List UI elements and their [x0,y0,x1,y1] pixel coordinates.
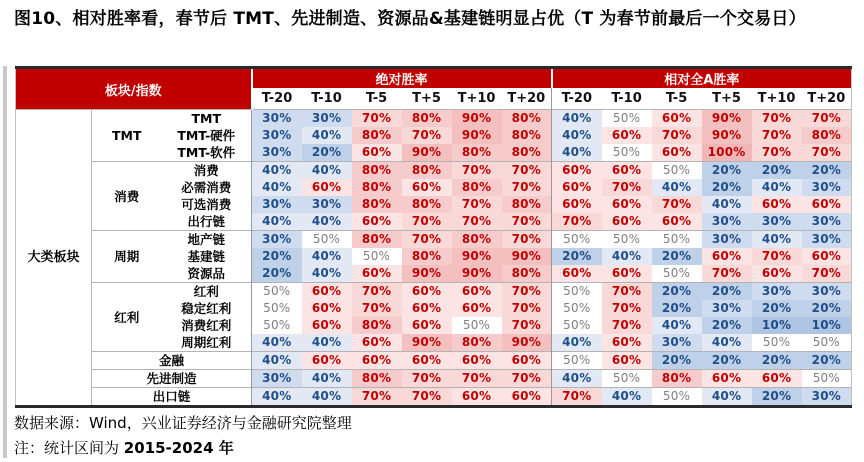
rate-cell: 20% [702,162,752,180]
rate-cell: 60% [602,196,652,213]
rate-cell: 40% [302,162,352,180]
rate-cell: 100% [702,144,752,162]
rate-cell: 80% [452,334,502,352]
rate-cell: 70% [552,388,602,407]
rate-cell: 60% [452,300,502,317]
rate-cell: 20% [652,352,702,370]
rate-cell: 70% [502,162,552,180]
rate-cell: 80% [352,179,402,196]
rate-cell: 40% [302,265,352,283]
rate-cell: 80% [502,144,552,162]
rate-cell: 50% [252,300,302,317]
rate-cell: 60% [402,317,452,334]
rate-cell: 40% [302,127,352,144]
rate-cell: 30% [802,213,852,231]
rate-cell: 70% [602,283,652,301]
corner-header: 板块/指数 [16,68,252,110]
rate-cell: 40% [252,334,302,352]
rate-cell: 20% [552,248,602,265]
rate-cell: 80% [452,179,502,196]
index-label: 出行链 [162,213,252,231]
rate-cell: 20% [752,300,802,317]
rate-cell: 70% [602,317,652,334]
rate-cell: 20% [802,352,852,370]
rate-cell: 60% [352,144,402,162]
rate-cell: 60% [302,283,352,301]
rate-cell: 50% [552,300,602,317]
note-prefix: 注：统计区间为 [14,439,124,457]
rate-cell: 40% [752,179,802,196]
rate-cell: 70% [752,110,802,128]
index-label: 地产链 [162,231,252,249]
rate-cell: 90% [702,127,752,144]
rate-cell: 50% [652,265,702,283]
rate-cell: 50% [352,248,402,265]
index-label: 消费 [162,162,252,180]
rate-cell: 40% [302,334,352,352]
rate-cell: 40% [252,179,302,196]
section-header-relative: 相对全A胜率 [552,68,852,89]
index-label: 金融 [92,352,252,370]
rate-cell: 40% [252,162,302,180]
index-label: 消费红利 [162,317,252,334]
rate-cell: 80% [352,127,402,144]
rate-cell: 50% [552,317,602,334]
rate-cell: 20% [702,283,752,301]
rate-cell: 40% [702,388,752,407]
rate-cell: 20% [702,317,752,334]
rate-cell: 50% [652,231,702,249]
rate-cell: 40% [602,248,652,265]
rate-cell: 70% [452,196,502,213]
rate-cell: 70% [352,110,402,128]
rate-cell: 80% [352,317,402,334]
note [14,437,234,458]
rate-cell: 70% [502,283,552,301]
rate-cell: 70% [502,317,552,334]
rate-cell: 70% [502,231,552,249]
rate-cell: 90% [452,110,502,128]
rate-cell: 60% [752,265,802,283]
index-label: 资源品 [162,265,252,283]
rate-cell: 60% [602,352,652,370]
rate-cell: 80% [352,370,402,388]
rate-cell: 60% [752,196,802,213]
rate-cell: 50% [602,144,652,162]
index-label: TMT [162,110,252,128]
rate-cell: 40% [752,231,802,249]
rate-cell: 80% [402,196,452,213]
data-source: 数据来源：Wind，兴业证券经济与金融研究院整理 [14,414,352,432]
rate-cell: 20% [752,162,802,180]
rate-cell: 70% [502,300,552,317]
period-header: T-5 [652,88,702,110]
rate-cell: 30% [252,231,302,249]
rate-cell: 60% [402,300,452,317]
rate-cell: 70% [402,231,452,249]
rate-cell: 20% [652,248,702,265]
rate-cell: 60% [652,213,702,231]
rate-cell: 70% [702,265,752,283]
rate-cell: 30% [302,196,352,213]
rate-cell: 40% [302,213,352,231]
group-label: TMT [92,110,162,162]
rate-cell: 40% [652,317,702,334]
rate-cell: 90% [452,265,502,283]
rate-cell: 80% [352,162,402,180]
rate-cell: 80% [452,231,502,249]
rate-cell: 70% [652,196,702,213]
rate-cell: 40% [552,334,602,352]
rate-cell: 60% [602,213,652,231]
category-label: 大类板块 [16,110,92,407]
rate-cell: 60% [702,370,752,388]
rate-cell: 60% [302,300,352,317]
rate-cell: 60% [402,283,452,301]
rate-cell: 20% [702,352,752,370]
rate-cell: 70% [352,300,402,317]
table-header [16,68,852,110]
rate-cell: 90% [452,248,502,265]
rate-cell: 20% [802,300,852,317]
rate-cell: 50% [452,317,502,334]
rate-cell: 60% [552,179,602,196]
period-header: T+20 [502,88,552,110]
rate-cell: 60% [802,196,852,213]
group-label: 红利 [92,283,162,352]
rate-cell: 30% [752,283,802,301]
rate-cell: 60% [352,265,402,283]
rate-cell: 30% [802,231,852,249]
rate-cell: 70% [402,127,452,144]
rate-cell: 50% [652,162,702,180]
rate-cell: 40% [702,334,752,352]
rate-cell: 60% [302,317,352,334]
rate-cell: 40% [602,388,652,407]
rate-cell: 50% [252,283,302,301]
rate-cell: 60% [352,334,402,352]
rate-cell: 50% [802,370,852,388]
rate-cell: 30% [252,127,302,144]
rate-cell: 70% [752,144,802,162]
rate-cell: 80% [502,110,552,128]
rate-cell: 70% [502,179,552,196]
rate-cell: 70% [352,283,402,301]
rate-cell: 60% [802,248,852,265]
rate-cell: 80% [402,248,452,265]
rate-cell: 10% [802,317,852,334]
period-header: T-5 [352,88,402,110]
rate-cell: 80% [352,196,402,213]
rate-cell: 60% [502,352,552,370]
rate-cell: 40% [552,110,602,128]
rate-cell: 10% [752,317,802,334]
table-row [16,352,852,370]
rate-cell: 60% [602,265,652,283]
rate-cell: 50% [802,334,852,352]
period-header: T+5 [702,88,752,110]
rate-cell: 40% [252,388,302,407]
rate-cell: 70% [402,370,452,388]
rate-cell: 60% [402,179,452,196]
table-body [16,110,852,407]
rate-cell: 60% [602,162,652,180]
rate-cell: 80% [352,231,402,249]
rate-cell: 40% [652,179,702,196]
rate-cell: 30% [252,110,302,128]
rate-cell: 50% [602,370,652,388]
group-label: 周期 [92,231,162,283]
rate-cell: 40% [302,388,352,407]
page-edge-artifact [3,66,7,458]
index-label: 必需消费 [162,179,252,196]
rate-cell: 20% [652,283,702,301]
rate-cell: 70% [602,179,652,196]
rate-cell: 90% [452,127,502,144]
rate-cell: 70% [452,370,502,388]
rate-cell: 50% [652,388,702,407]
rate-cell: 90% [402,334,452,352]
rate-cell: 70% [402,388,452,407]
rate-cell: 50% [602,110,652,128]
rate-cell: 60% [652,110,702,128]
rate-cell: 20% [652,300,702,317]
rate-cell: 50% [552,352,602,370]
rate-cell: 60% [452,388,502,407]
rate-cell: 30% [302,110,352,128]
rate-cell: 40% [702,196,752,213]
section-header-absolute: 绝对胜率 [252,68,552,89]
rate-cell: 70% [802,110,852,128]
rate-cell: 70% [752,127,802,144]
rate-cell: 40% [252,213,302,231]
rate-cell: 70% [602,300,652,317]
figure-title: 图10、相对胜率看，春节后 TMT、先进制造、资源品&基建链明显占优（T 为春节前最后一个交易日） [14,9,806,29]
rate-cell: 30% [252,370,302,388]
rate-cell: 50% [252,317,302,334]
rate-cell: 70% [652,127,702,144]
rate-cell: 60% [602,334,652,352]
rate-cell: 50% [602,231,652,249]
rate-cell: 80% [402,110,452,128]
index-label: TMT-软件 [162,144,252,162]
period-header: T-20 [252,88,302,110]
rate-cell: 20% [252,248,302,265]
rate-cell: 80% [502,196,552,213]
rate-cell: 70% [802,144,852,162]
rate-cell: 50% [302,231,352,249]
rate-cell: 90% [502,334,552,352]
rate-cell: 30% [752,213,802,231]
section-header-row [16,68,852,89]
period-header: T+10 [752,88,802,110]
rate-cell: 70% [402,213,452,231]
rate-cell: 30% [802,388,852,407]
rate-cell: 80% [502,127,552,144]
rate-cell: 90% [502,248,552,265]
rate-cell: 40% [252,352,302,370]
win-rate-table [15,66,852,408]
index-label: 基建链 [162,248,252,265]
rate-cell: 50% [552,231,602,249]
rate-cell: 30% [702,231,752,249]
table-row [16,283,852,301]
rate-cell: 60% [452,283,502,301]
rate-cell: 30% [802,179,852,196]
rate-cell: 30% [802,283,852,301]
rate-cell: 80% [652,370,702,388]
rate-cell: 60% [552,162,602,180]
period-header: T+10 [452,88,502,110]
table-row [16,388,852,407]
rate-cell: 20% [252,265,302,283]
rate-cell: 40% [552,144,602,162]
rate-cell: 60% [302,352,352,370]
rate-cell: 90% [702,110,752,128]
rate-cell: 60% [552,265,602,283]
rate-cell: 20% [702,179,752,196]
rate-cell: 70% [502,370,552,388]
rate-cell: 70% [802,265,852,283]
rate-cell: 60% [452,352,502,370]
rate-cell: 70% [452,213,502,231]
group-label: 消费 [92,162,162,231]
rate-cell: 30% [702,300,752,317]
rate-cell: 40% [302,248,352,265]
rate-cell: 40% [302,370,352,388]
rate-cell: 60% [402,352,452,370]
rate-cell: 60% [352,213,402,231]
rate-cell: 30% [702,213,752,231]
index-label: TMT-硬件 [162,127,252,144]
index-label: 红利 [162,283,252,301]
rate-cell: 60% [552,196,602,213]
rate-cell: 20% [752,352,802,370]
table-row [16,162,852,180]
period-header: T-20 [552,88,602,110]
rate-cell: 70% [502,213,552,231]
rate-cell: 60% [602,127,652,144]
period-header: T+20 [802,88,852,110]
rate-cell: 20% [752,388,802,407]
index-label: 先进制造 [92,370,252,388]
period-header: T+5 [402,88,452,110]
rate-cell: 70% [552,213,602,231]
period-header: T-10 [602,88,652,110]
rate-cell: 60% [702,248,752,265]
table-row [16,110,852,128]
rate-cell: 70% [452,162,502,180]
rate-cell: 50% [752,334,802,352]
rate-cell: 20% [302,144,352,162]
rate-cell: 30% [252,196,302,213]
rate-cell: 30% [652,334,702,352]
index-label: 周期红利 [162,334,252,352]
rate-cell: 60% [502,388,552,407]
rate-cell: 60% [652,144,702,162]
rate-cell: 40% [552,370,602,388]
table-row [16,370,852,388]
index-label: 出口链 [92,388,252,407]
note-period: 2015-2024 年 [123,439,234,457]
index-label: 稳定红利 [162,300,252,317]
rate-cell: 50% [552,283,602,301]
rate-cell: 60% [352,352,402,370]
rate-cell: 20% [802,162,852,180]
rate-cell: 80% [452,144,502,162]
rate-cell: 60% [752,370,802,388]
table-row [16,231,852,249]
rate-cell: 80% [502,265,552,283]
rate-cell: 90% [402,265,452,283]
rate-cell: 30% [252,144,302,162]
rate-cell: 40% [552,127,602,144]
rate-cell: 60% [302,179,352,196]
rate-cell: 80% [402,162,452,180]
index-label: 可选消费 [162,196,252,213]
rate-cell: 90% [402,144,452,162]
period-header: T-10 [302,88,352,110]
rate-cell: 70% [752,248,802,265]
rate-cell: 80% [802,127,852,144]
rate-cell: 70% [352,388,402,407]
